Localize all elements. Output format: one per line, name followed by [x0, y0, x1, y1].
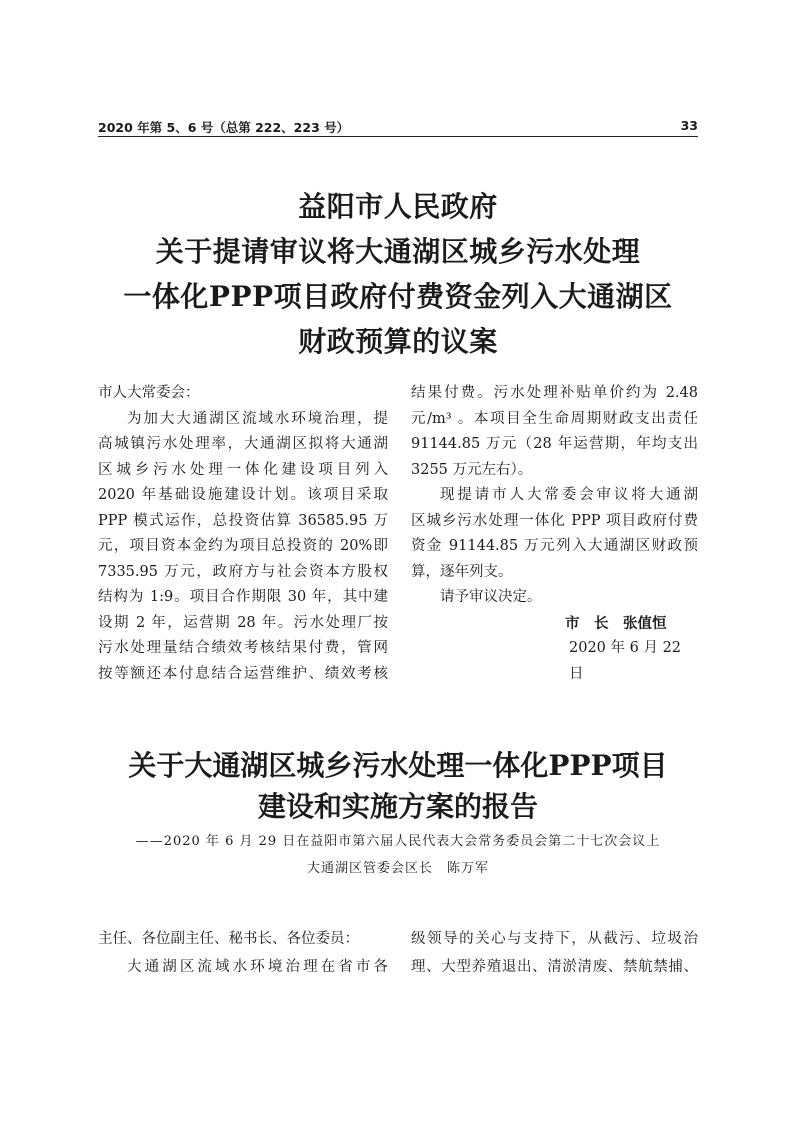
- title-line: 益阳市人民政府: [298, 190, 498, 223]
- body-line: 区城乡污水处理一体化建设项目列入: [98, 461, 388, 478]
- body-line: 元，项目资本金约为项目总投资的 20%即: [98, 538, 388, 554]
- body-line: 现提请市人大常委会审议将大通湖: [440, 487, 698, 503]
- body-line: 区城乡污水处理一体化 PPP 项目政府付费: [411, 512, 698, 529]
- body-line: 理、大型养殖退出、清淤清废、禁航禁捕、: [411, 959, 698, 975]
- body-line: 级领导的关心与支持下，从截污、垃圾治: [411, 931, 698, 947]
- report-subtitle: [98, 828, 698, 882]
- body-line: 资金 91144.85 万元列入大通湖区财政预: [411, 538, 698, 554]
- proposal-title: [98, 184, 698, 364]
- body-line: 2020 年基础设施建设计划。该项目采取: [98, 487, 388, 503]
- body-line: 高城镇污水处理率，大通湖区拟将大通湖: [98, 436, 388, 452]
- body-line: 元/m³ 。本项目全生命周期财政支出责任: [411, 410, 698, 427]
- subtitle-line: 大通湖区管委会区长 陈万军: [306, 861, 489, 876]
- body-line: 为加大大通湖区流域水环境治理，提: [127, 410, 388, 427]
- page-number: 33: [680, 118, 698, 133]
- title-line: 财政预算的议案: [298, 325, 498, 358]
- title-line: 关于提请审议将大通湖区城乡污水处理: [155, 235, 641, 268]
- report-left-column: [98, 925, 388, 981]
- issue-label: 2020 年第 5、6 号（总第 222、223 号）: [98, 120, 350, 135]
- title-line: 一体化PPP项目政府付费资金列入大通湖区: [123, 280, 673, 313]
- closing-line: 请予审议决定。: [440, 589, 542, 605]
- header-divider: [98, 136, 698, 137]
- body-line: 污水处理量结合绩效考核结果付费，管网: [98, 640, 388, 656]
- salutation: 主任、各位副主任、秘书长、各位委员：: [98, 931, 359, 947]
- title-line: 建设和实施方案的报告: [257, 790, 538, 823]
- body-line: 结构为 1:9。项目合作期限 30 年，其中建: [98, 589, 388, 605]
- proposal-right-column: [411, 381, 698, 687]
- running-header: [98, 114, 698, 136]
- body-line: 91144.85 万元（28 年运营期，年均支出: [411, 436, 698, 452]
- body-line: 7335.95 万元，政府方与社会资本方股权: [98, 563, 388, 580]
- title-line: 关于大通湖区城乡污水处理一体化PPP项目: [128, 749, 668, 782]
- subtitle-line: ——2020 年 6 月 29 日在益阳市第六届人民代表大会常务委员会第二十七次会议上: [135, 834, 661, 849]
- body-line: 大通湖区流域水环境治理在省市各: [127, 959, 388, 975]
- body-line: 按等额还本付息结合运营维护、绩效考核: [98, 665, 388, 682]
- body-line: 算，逐年列支。: [411, 563, 513, 580]
- report-title: [98, 745, 698, 827]
- body-line: PPP 模式运作，总投资估算 36585.95 万: [98, 512, 388, 529]
- signature-date: 2020 年 6 月 22 日: [569, 640, 682, 682]
- report-right-column: [411, 925, 698, 981]
- signature: 市 长 张值恒: [565, 614, 667, 632]
- proposal-left-column: [98, 381, 388, 687]
- body-line: 结果付费。污水处理补贴单价约为 2.48: [411, 385, 698, 401]
- salutation: 市人大常委会：: [98, 385, 200, 401]
- body-line: 设期 2 年，运营期 28 年。污水处理厂按: [98, 614, 388, 631]
- body-line: 3255 万元左右）。: [411, 461, 533, 478]
